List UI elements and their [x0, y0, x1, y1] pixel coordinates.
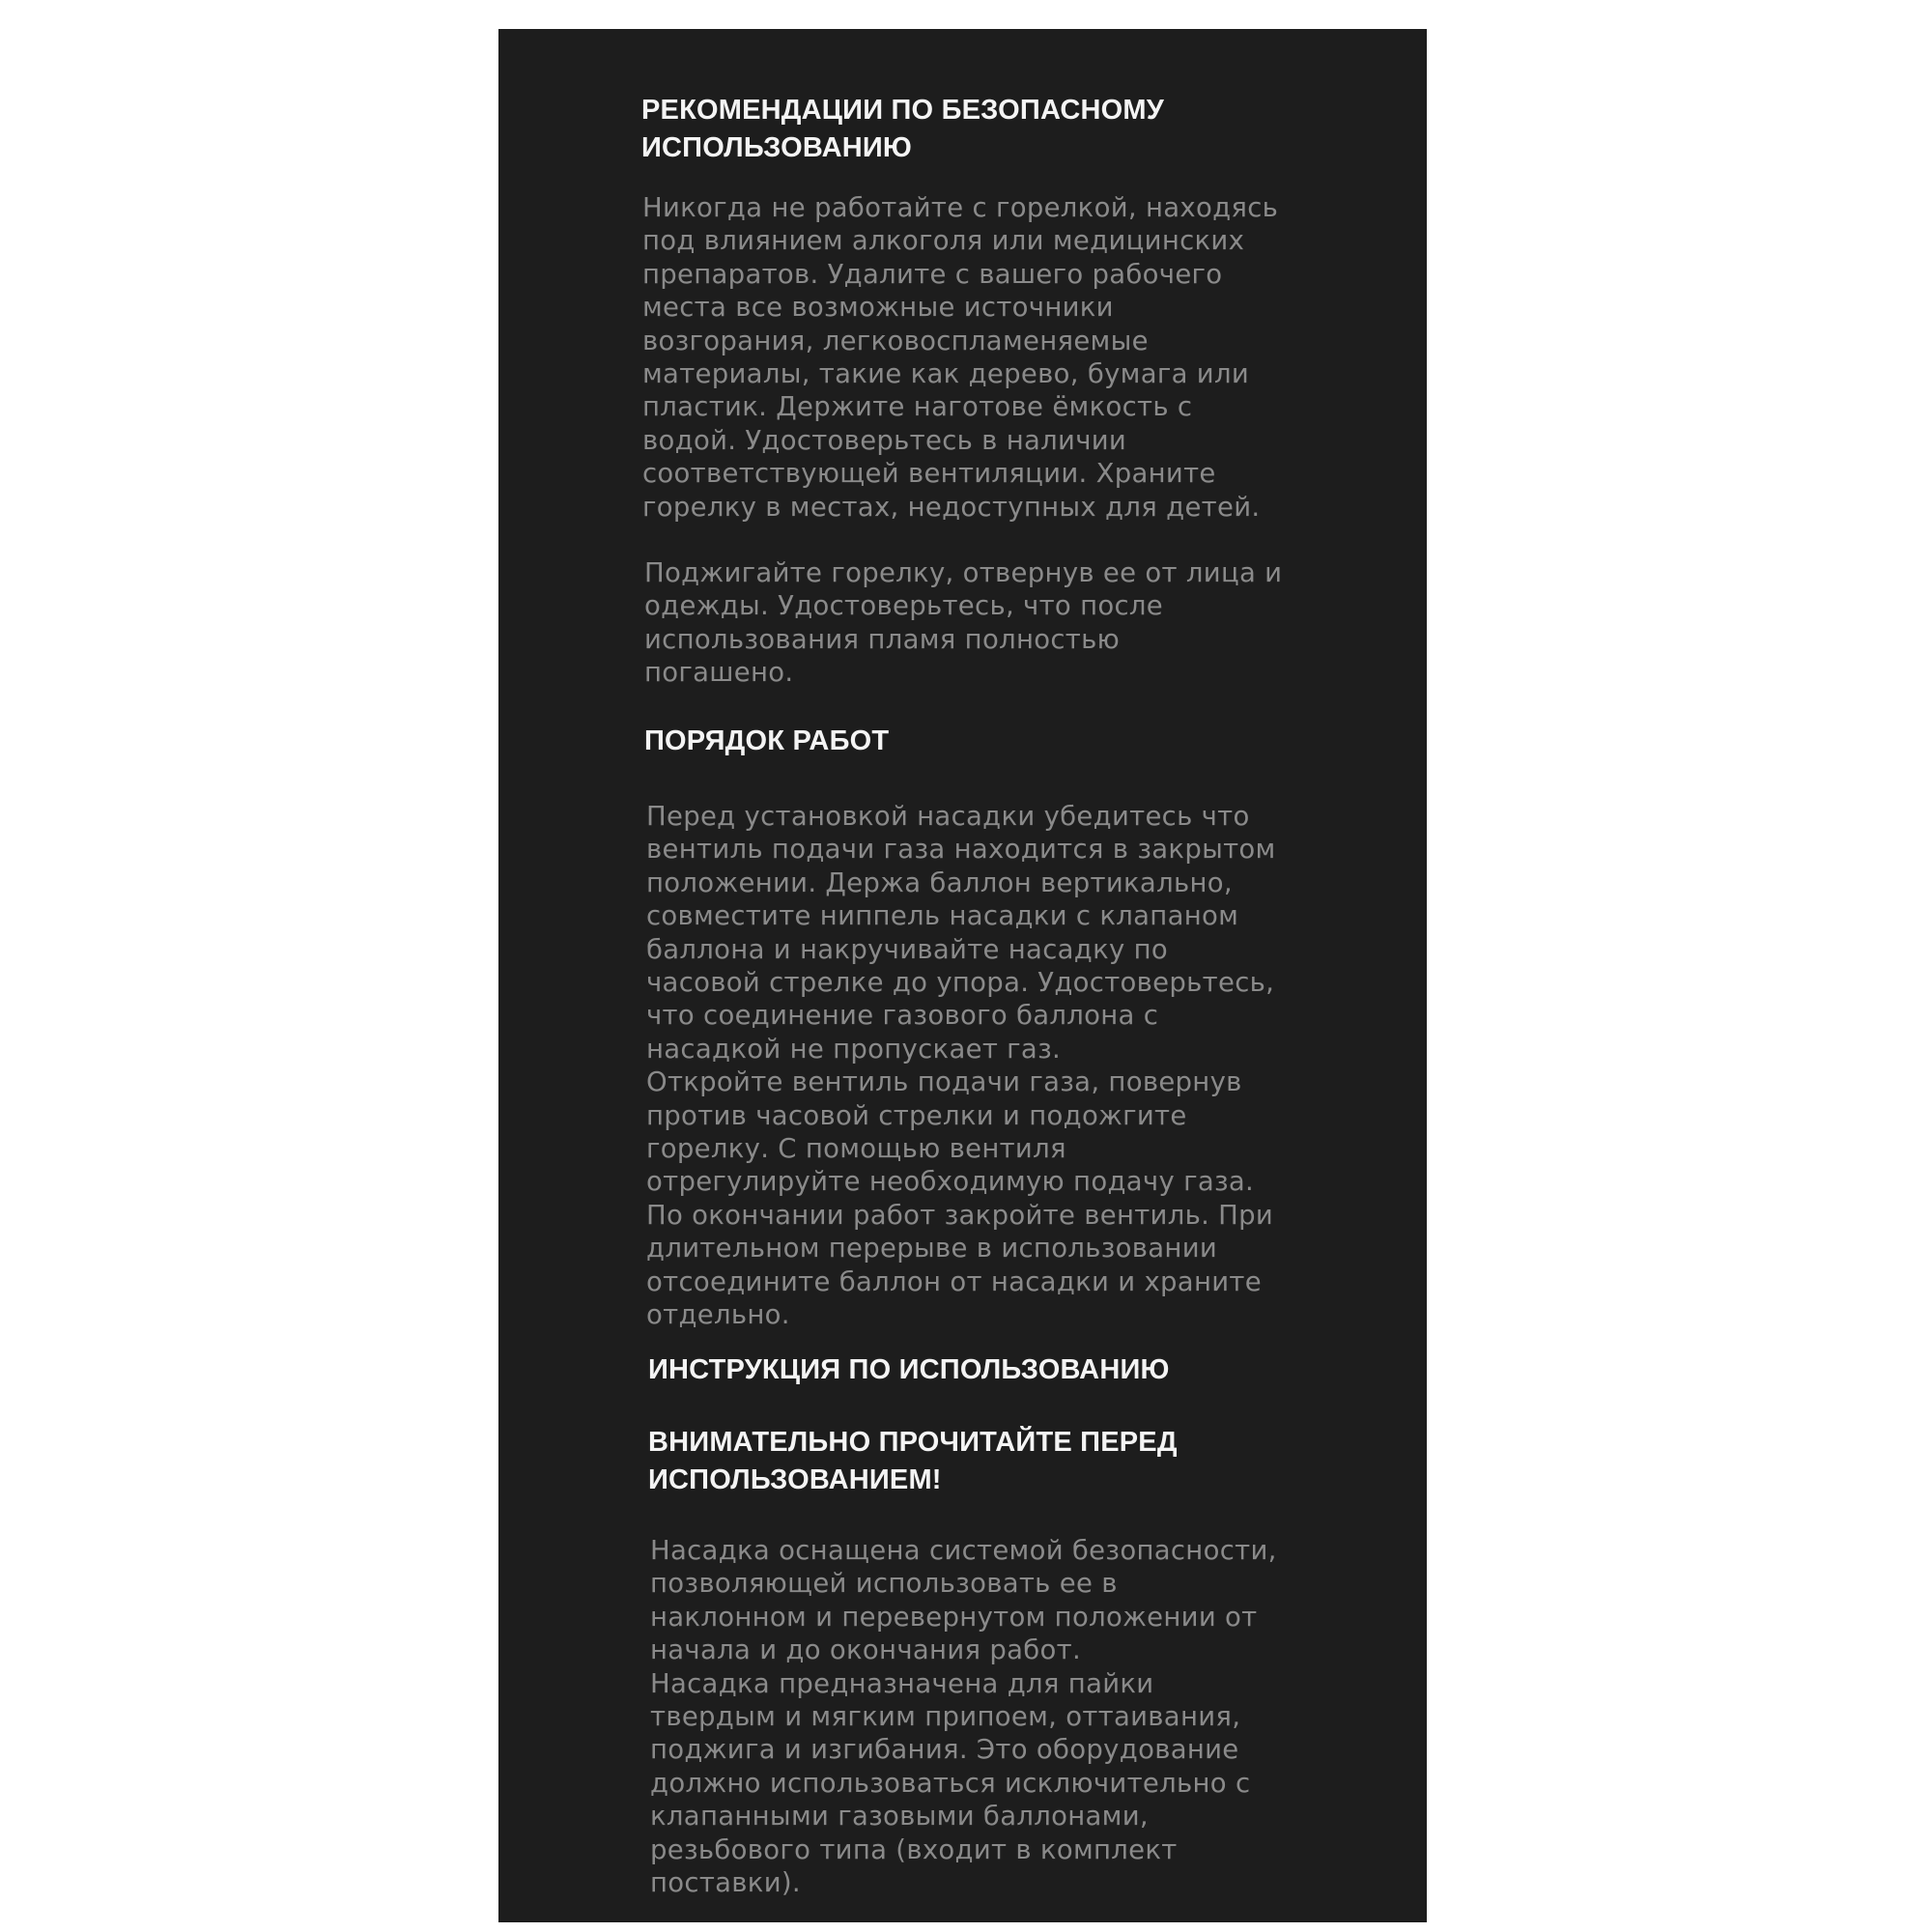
text-line: баллона и накручивайте насадку по — [646, 933, 1169, 965]
text-line: насадкой не пропускает газ. — [646, 1033, 1062, 1065]
text-line: Насадка оснащена системой безопасности, — [650, 1535, 1277, 1566]
text-line: водой. Удостоверьтесь в наличии — [642, 424, 1127, 456]
text-line: что соединение газового баллона с — [646, 1000, 1159, 1032]
text-line: позволяющей использовать ее в — [650, 1568, 1118, 1600]
heading-line: ИСПОЛЬЗОВАНИЮ — [641, 132, 913, 163]
heading-instruction — [648, 1351, 1170, 1389]
text-line: твердым и мягким припоем, оттаивания, — [650, 1701, 1241, 1733]
heading-line: РЕКОМЕНДАЦИИ ПО БЕЗОПАСНОМУ — [641, 95, 1165, 126]
heading-safety — [641, 92, 1164, 167]
heading-line: ИНСТРУКЦИЯ ПО ИСПОЛЬЗОВАНИЮ — [648, 1354, 1170, 1385]
text-line: горелку в местах, недоступных для детей. — [642, 491, 1261, 523]
text-line: Поджигайте горелку, отвернув ее от лица и — [644, 557, 1283, 588]
paragraph-safety-2 — [644, 556, 1282, 690]
text-line: отсоедините баллон от насадки и храните — [646, 1265, 1262, 1297]
text-line: материалы, такие как дерево, бумага или — [642, 358, 1250, 390]
heading-line: ИСПОЛЬЗОВАНИЕМ! — [648, 1464, 942, 1495]
text-line: начала и до окончания работ. — [650, 1634, 1082, 1666]
text-line: совместите ниппель насадки с клапаном — [646, 900, 1239, 932]
text-line: часовой стрелке до упора. Удостоверьтесь, — [646, 967, 1275, 999]
text-line: соответствующей вентиляции. Храните — [642, 458, 1216, 490]
text-line: резьбового типа (входит в комплект — [650, 1833, 1178, 1865]
text-line: отрегулируйте необходимую подачу газа. — [646, 1166, 1255, 1198]
text-line: наклонном и перевернутом положении от — [650, 1601, 1258, 1633]
text-line: поставки). — [650, 1867, 801, 1899]
text-line: горелку. С помощью вентиля — [646, 1133, 1066, 1165]
text-line: По окончании работ закройте вентиль. При — [646, 1199, 1274, 1231]
text-line: Откройте вентиль подачи газа, повернув — [646, 1066, 1242, 1098]
text-line: длительном перерыве в использовании — [646, 1233, 1218, 1264]
text-line: погашено. — [644, 657, 794, 689]
text-line: Насадка предназначена для пайки — [650, 1667, 1154, 1699]
text-line: отдельно. — [646, 1299, 790, 1331]
heading-read-carefully — [648, 1424, 1178, 1499]
text-line: поджига и изгибания. Это оборудование — [650, 1734, 1239, 1766]
text-line: Перед установкой насадки убедитесь что — [646, 801, 1250, 832]
text-line: использования пламя полностью — [644, 623, 1121, 655]
text-line: против часовой стрелки и подожгите — [646, 1099, 1187, 1131]
instruction-card — [498, 29, 1427, 1922]
text-line: вентиль подачи газа находится в закрытом — [646, 834, 1276, 866]
text-line: клапанными газовыми баллонами, — [650, 1801, 1149, 1833]
text-line: под влиянием алкоголя или медицинских — [642, 225, 1245, 257]
text-line: должно использоваться исключительно с — [650, 1767, 1251, 1799]
paragraph-safety-1 — [642, 191, 1278, 524]
text-line: Никогда не работайте с горелкой, находясь — [642, 192, 1279, 223]
text-line: препаратов. Удалите с вашего рабочего — [642, 258, 1223, 290]
paragraph-procedure — [646, 800, 1276, 1332]
text-line: положении. Держа баллон вертикально, — [646, 867, 1233, 898]
section-safety — [641, 92, 1164, 167]
heading-line: ПОРЯДОК РАБОТ — [644, 725, 890, 756]
heading-procedure — [644, 723, 889, 760]
heading-line: ВНИМАТЕЛЬНО ПРОЧИТАЙТЕ ПЕРЕД — [648, 1427, 1178, 1458]
text-line: места все возможные источники — [642, 292, 1114, 324]
text-line: возгорания, легковоспламеняемые — [642, 325, 1149, 356]
text-line: пластик. Держите наготове ёмкость с — [642, 391, 1193, 423]
text-line: одежды. Удостоверьтесь, что после — [644, 590, 1163, 622]
paragraph-description — [650, 1534, 1277, 1899]
